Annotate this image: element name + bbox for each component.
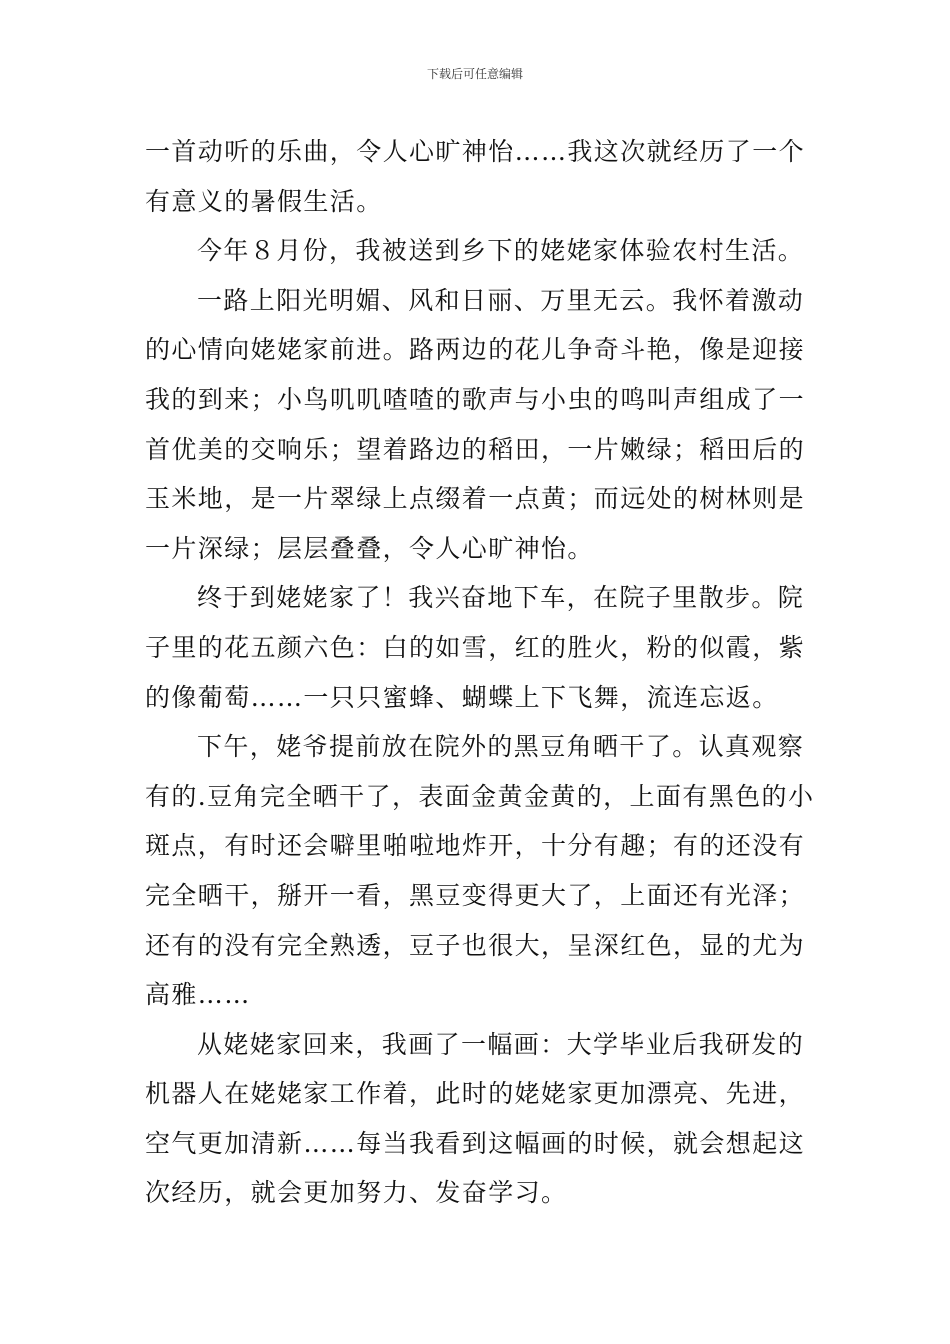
- paragraph-line: 机器人在姥姥家工作着，此时的姥姥家更加漂亮、先进，: [145, 1079, 806, 1109]
- paragraph-line: 斑点，有时还会噼里啪啦地炸开，十分有趣；有的还没有: [145, 831, 806, 861]
- paragraph-2: [145, 226, 807, 276]
- paragraph-line: 一首动听的乐曲，令人心旷神怡……我这次就经历了一个: [145, 137, 806, 166]
- paragraph-line: 有的.豆角完全晒干了，表面金黄金黄的，上面有黑色的小: [145, 781, 815, 811]
- paragraph-4: [145, 573, 807, 722]
- paragraph-line: 从姥姥家回来，我画了一幅画：大学毕业后我研发的: [197, 1029, 805, 1059]
- paragraph-line: 首优美的交响乐；望着路边的稻田，一片嫩绿；稻田后的: [145, 434, 806, 464]
- header-note: 下载后可任意编辑: [426, 67, 523, 81]
- paragraph-line: 高雅……: [145, 980, 251, 1010]
- paragraph-line: 的心情向姥姥家前进。路两边的花儿争奇斗艳，像是迎接: [145, 335, 806, 365]
- paragraph-line: 次经历，就会更加努力、发奋学习。: [145, 1178, 568, 1208]
- paragraph-6: [145, 1020, 807, 1218]
- paragraph-line: 终于到姥姥家了！我兴奋地下车，在院子里散步。院: [197, 583, 805, 613]
- paragraph-line: 完全晒干，掰开一看，黑豆变得更大了，上面还有光泽；: [145, 880, 806, 910]
- document-body: [145, 127, 815, 1218]
- paragraph-line: 一片深绿；层层叠叠，令人心旷神怡。: [145, 533, 594, 563]
- paragraph-line: 有意义的暑假生活。: [145, 186, 383, 216]
- paragraph-line: 一路上阳光明媚、风和日丽、万里无云。我怀着激动: [197, 285, 805, 315]
- paragraph-line: 还有的没有完全熟透，豆子也很大，呈深红色，显的尤为: [145, 930, 806, 960]
- paragraph-1: [145, 127, 807, 226]
- paragraph-line: 今年８月份，我被送到乡下的姥姥家体验农村生活。: [197, 236, 805, 266]
- paragraph-line: 我的到来；小鸟叽叽喳喳的歌声与小虫的鸣叫声组成了一: [145, 384, 806, 414]
- paragraph-5: [145, 722, 815, 1020]
- paragraph-line: 下午，姥爷提前放在院外的黑豆角晒干了。认真观察: [197, 732, 805, 762]
- paragraph-line: 玉米地，是一片翠绿上点缀着一点黄；而远处的树林则是: [145, 484, 806, 514]
- paragraph-line: 的像葡萄……一只只蜜蜂、蝴蝶上下飞舞，流连忘返。: [145, 682, 779, 712]
- paragraph-3: [145, 276, 807, 574]
- paragraph-line: 空气更加清新……每当我看到这幅画的时候，就会想起这: [145, 1128, 806, 1158]
- paragraph-line: 子里的花五颜六色：白的如雪，红的胜火，粉的似霞，紫: [145, 632, 806, 662]
